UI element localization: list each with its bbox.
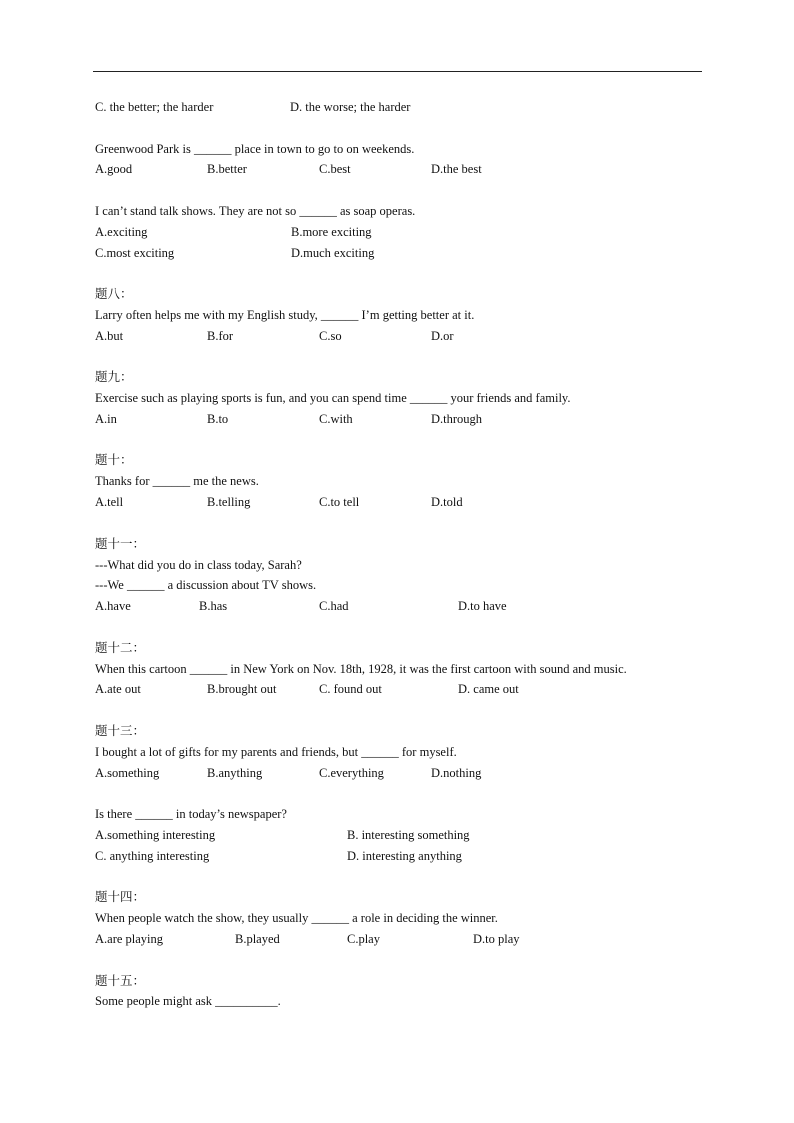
option-c: C.to tell	[319, 495, 360, 509]
options-row	[95, 598, 507, 614]
question-stem: Is there ______ in today’s newspaper?	[95, 807, 287, 821]
option-b: B.better	[207, 162, 247, 176]
option-c: C.had	[319, 599, 349, 613]
option-d: D.or	[431, 329, 454, 343]
option-a: A.something interesting	[95, 828, 216, 842]
options-row	[95, 681, 519, 697]
question-stem: Exercise such as playing sports is fun, and you can spend time ______ your friends and family.	[95, 391, 571, 405]
option-c: C.play	[347, 932, 380, 946]
option-d: D.to play	[473, 932, 520, 946]
question-header-15: 题十五：	[95, 973, 146, 988]
options-row	[95, 827, 470, 843]
options-row	[95, 931, 520, 947]
option-a: A.have	[95, 599, 131, 613]
question-header-13: 题十三：	[95, 723, 146, 738]
option-b: B.played	[235, 932, 280, 946]
options-row	[95, 765, 481, 781]
question-stem: I bought a lot of gifts for my parents and friends, but ______ for myself.	[95, 745, 457, 759]
option-b: B.more exciting	[291, 225, 372, 239]
option-d: D. interesting anything	[347, 849, 462, 863]
options-row	[95, 494, 463, 510]
question-stem-line-1: ---What did you do in class today, Sarah?	[95, 558, 302, 572]
question-stem: When people watch the show, they usually ______ a role in deciding the winner.	[95, 911, 498, 925]
option-d: D.the best	[431, 162, 482, 176]
question-header-10: 题十：	[95, 452, 133, 467]
option-a: A.good	[95, 162, 133, 176]
question-header-9: 题九：	[95, 369, 133, 384]
question-stem: Some people might ask __________.	[95, 994, 281, 1008]
option-a: A.tell	[95, 495, 124, 509]
option-c: C. anything interesting	[95, 849, 210, 863]
options-row	[95, 161, 482, 177]
option-d: D.nothing	[431, 766, 482, 780]
option-b: B.anything	[207, 766, 263, 780]
option-b: B.telling	[207, 495, 251, 509]
option-d: D.much exciting	[291, 246, 375, 260]
option-a: A.something	[95, 766, 160, 780]
question-stem: Larry often helps me with my English study, ______ I’m getting better at it.	[95, 308, 475, 322]
option-b: B. interesting something	[347, 828, 470, 842]
option-c: C. the better; the harder	[95, 100, 214, 114]
options-row	[95, 224, 372, 240]
option-d: D. came out	[458, 682, 519, 696]
question-stem: I can’t stand talk shows. They are not so ______ as soap operas.	[95, 204, 416, 218]
option-c: C.with	[319, 412, 353, 426]
header-rule	[93, 71, 702, 72]
question-header-14: 题十四：	[95, 889, 146, 904]
option-c: C.best	[319, 162, 351, 176]
option-c: C.everything	[319, 766, 384, 780]
option-c: C. found out	[319, 682, 382, 696]
option-b: B.to	[207, 412, 229, 426]
question-stem: Greenwood Park is ______ place in town to go to on weekends.	[95, 142, 415, 156]
options-row	[95, 328, 454, 344]
option-a: A.are playing	[95, 932, 164, 946]
option-a: A.ate out	[95, 682, 141, 696]
prev-question-options	[95, 99, 410, 115]
option-c: C.most exciting	[95, 246, 175, 260]
option-c: C.so	[319, 329, 342, 343]
option-d: D.told	[431, 495, 463, 509]
options-row	[95, 245, 374, 261]
option-b: B.for	[207, 329, 234, 343]
option-d: D. the worse; the harder	[290, 100, 411, 114]
question-stem-line-2: ---We ______ a discussion about TV shows.	[95, 578, 317, 592]
option-d: D.to have	[458, 599, 507, 613]
question-header-12: 题十二：	[95, 640, 146, 655]
question-header-11: 题十一：	[95, 536, 146, 551]
question-header-8: 题八：	[95, 286, 133, 301]
question-stem: When this cartoon ______ in New York on Nov. 18th, 1928, it was the first cartoon with sound and music.	[95, 662, 627, 676]
option-a: A.exciting	[95, 225, 148, 239]
question-stem: Thanks for ______ me the news.	[95, 474, 259, 488]
options-row	[95, 848, 462, 864]
option-d: D.through	[431, 412, 483, 426]
option-b: B.brought out	[207, 682, 277, 696]
option-b: B.has	[199, 599, 228, 613]
option-a: A.in	[95, 412, 117, 426]
options-row	[95, 411, 482, 427]
option-a: A.but	[95, 329, 124, 343]
